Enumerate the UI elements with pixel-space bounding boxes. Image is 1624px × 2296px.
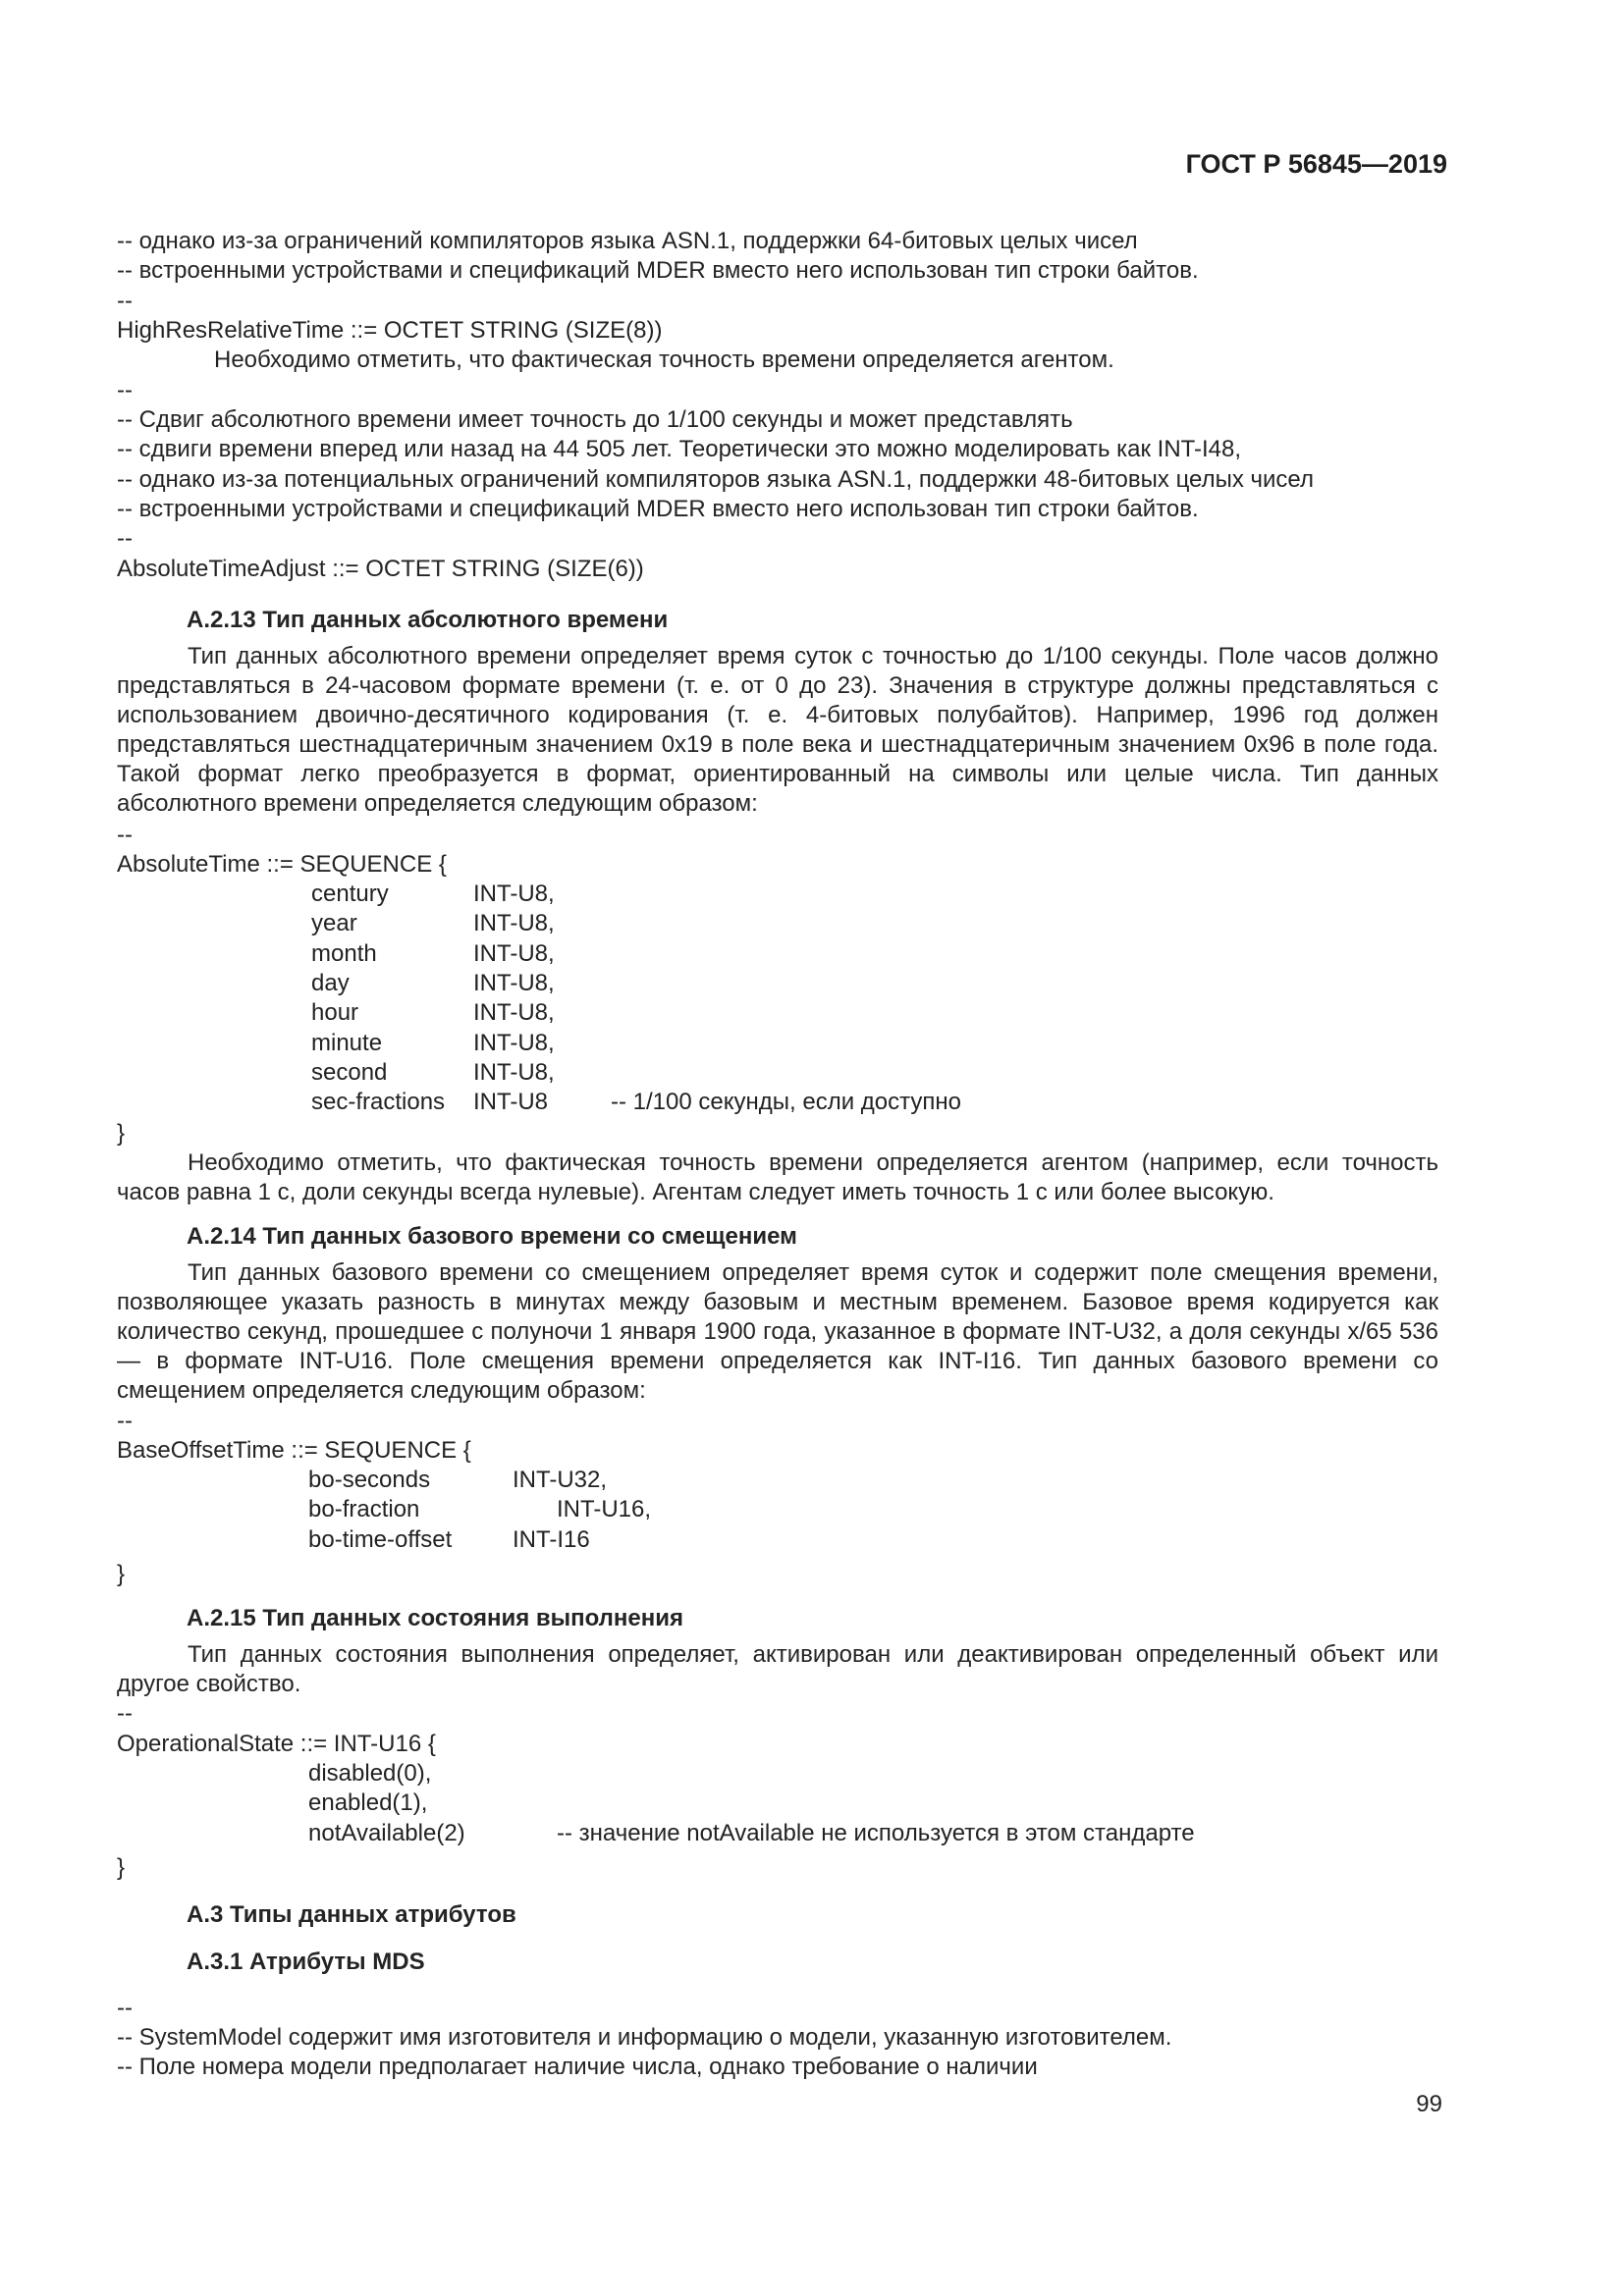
enum-value: notAvailable(2): [308, 1820, 465, 1846]
code-comment-line: --: [117, 525, 133, 552]
field-name: month: [311, 940, 377, 967]
code-declaration-line: HighResRelativeTime ::= OCTET STRING (SIZE(8)): [117, 317, 663, 344]
code-comment-line: --: [117, 1700, 133, 1727]
field-name: bo-time-offset: [308, 1526, 453, 1553]
code-comment-line: --: [117, 288, 133, 314]
enum-value: enabled(1),: [308, 1789, 428, 1816]
field-name: hour: [311, 999, 359, 1026]
field-name: bo-fraction: [308, 1496, 420, 1522]
section-paragraph: Тип данных базового времени со смещением определяет время суток и содержит поле смещения времени, позволяющее указать разность в минутах между базовым и местным временем. Базовое время кодируется как количество секунд, прошедшее с полуночи 1 января 1900 года, указанное в формате INT-U32, а доля секунды x/65 536 — в формате INT-U16. Поле смещения времени определяется как INT-I16. Тип данных базового времени со смещением определяется следующим образом:: [117, 1259, 1438, 1404]
code-comment-line: -- Поле номера модели предполагает наличие числа, однако требование о наличии: [117, 2054, 1038, 2080]
field-type: INT-U8,: [473, 910, 555, 936]
code-closing-brace: }: [117, 1120, 126, 1147]
section-heading-a214: А.2.14 Тип данных базового времени со смещением: [187, 1223, 797, 1250]
section-heading-a31: А.3.1 Атрибуты MDS: [187, 1949, 425, 1975]
field-type: INT-U32,: [513, 1467, 608, 1493]
code-comment-line: -- Сдвиг абсолютного времени имеет точность до 1/100 секунды и может представлять: [117, 406, 1073, 433]
note-line: Необходимо отметить, что фактическая точность времени определяется агентом.: [214, 347, 1114, 373]
field-type: INT-U8,: [473, 1059, 555, 1086]
field-name: minute: [311, 1030, 383, 1056]
field-name: year: [311, 910, 357, 936]
code-declaration-line: OperationalState ::= INT-U16 {: [117, 1731, 436, 1757]
field-name: sec-fractions: [311, 1089, 446, 1115]
code-closing-brace: }: [117, 1854, 126, 1881]
field-type: INT-U8,: [473, 940, 555, 967]
field-comment: -- 1/100 секунды, если доступно: [611, 1089, 961, 1115]
field-type: INT-I16: [513, 1526, 590, 1553]
code-comment-line: -- однако из-за потенциальных ограничений компиляторов языка ASN.1, поддержки 48-битовых целых чисел: [117, 466, 1314, 493]
code-comment-line: -- сдвиги времени вперед или назад на 44 505 лет. Теоретически это можно моделировать как INT-I48,: [117, 436, 1242, 462]
field-name: day: [311, 970, 350, 996]
field-type: INT-U16,: [557, 1496, 652, 1522]
field-name: bo-seconds: [308, 1467, 431, 1493]
code-comment-line: --: [117, 377, 133, 403]
section-heading-a215: А.2.15 Тип данных состояния выполнения: [187, 1605, 684, 1631]
code-declaration-line: AbsoluteTimeAdjust ::= OCTET STRING (SIZE(6)): [117, 556, 644, 582]
code-comment-line: --: [117, 1408, 133, 1434]
field-type: INT-U8,: [473, 881, 555, 907]
code-comment-line: -- встроенными устройствами и спецификаций MDER вместо него использован тип строки байтов.: [117, 257, 1199, 284]
code-comment-line: -- однако из-за ограничений компиляторов языка ASN.1, поддержки 64-битовых целых чисел: [117, 228, 1138, 254]
code-comment-line: -- встроенными устройствами и спецификаций MDER вместо него использован тип строки байтов.: [117, 496, 1199, 522]
enum-value: disabled(0),: [308, 1760, 432, 1787]
code-declaration-line: BaseOffsetTime ::= SEQUENCE {: [117, 1437, 471, 1464]
page-number: 99: [1416, 2091, 1442, 2117]
document-standard-id: ГОСТ Р 56845—2019: [1185, 149, 1447, 179]
field-type: INT-U8,: [473, 999, 555, 1026]
field-type: INT-U8,: [473, 970, 555, 996]
code-comment-line: --: [117, 822, 133, 848]
code-comment-line: --: [117, 1995, 133, 2021]
field-name: second: [311, 1059, 388, 1086]
section-note-paragraph: Необходимо отметить, что фактическая точность времени определяется агентом (например, если точность часов равна 1 с, доли секунды всегда нулевые). Агентам следует иметь точность 1 с или более высокую.: [117, 1149, 1438, 1205]
field-name: century: [311, 881, 389, 907]
field-type: INT-U8: [473, 1089, 549, 1115]
code-comment-line: -- SystemModel содержит имя изготовителя и информацию о модели, указанную изготовителем.: [117, 2024, 1172, 2051]
section-heading-a213: А.2.13 Тип данных абсолютного времени: [187, 607, 669, 633]
enum-comment: -- значение notAvailable не используется в этом стандарте: [557, 1820, 1195, 1846]
section-paragraph: Тип данных состояния выполнения определяет, активирован или деактивирован определенный объект или другое свойство.: [117, 1641, 1438, 1697]
section-heading-a3: А.3 Типы данных атрибутов: [187, 1901, 516, 1928]
field-type: INT-U8,: [473, 1030, 555, 1056]
code-declaration-line: AbsoluteTime ::= SEQUENCE {: [117, 851, 447, 878]
section-paragraph: Тип данных абсолютного времени определяет время суток с точностью до 1/100 секунды. Поле часов должно представляться в 24-часовом формате времени (т. е. от 0 до 23). Значения в структуре должны представляться с использованием двоично-десятичного кодирования (т. е. 4-битовых полубайтов). Например, 1996 год должен представляться шестнадцатеричным значением 0x19 в поле века и шестнадцатеричным значением 0x96 в поле года. Такой формат легко преобразуется в формат, ориентированный на символы или целые числа. Тип данных абсолютного времени определяется следующим образом:: [117, 643, 1438, 817]
code-closing-brace: }: [117, 1561, 126, 1587]
